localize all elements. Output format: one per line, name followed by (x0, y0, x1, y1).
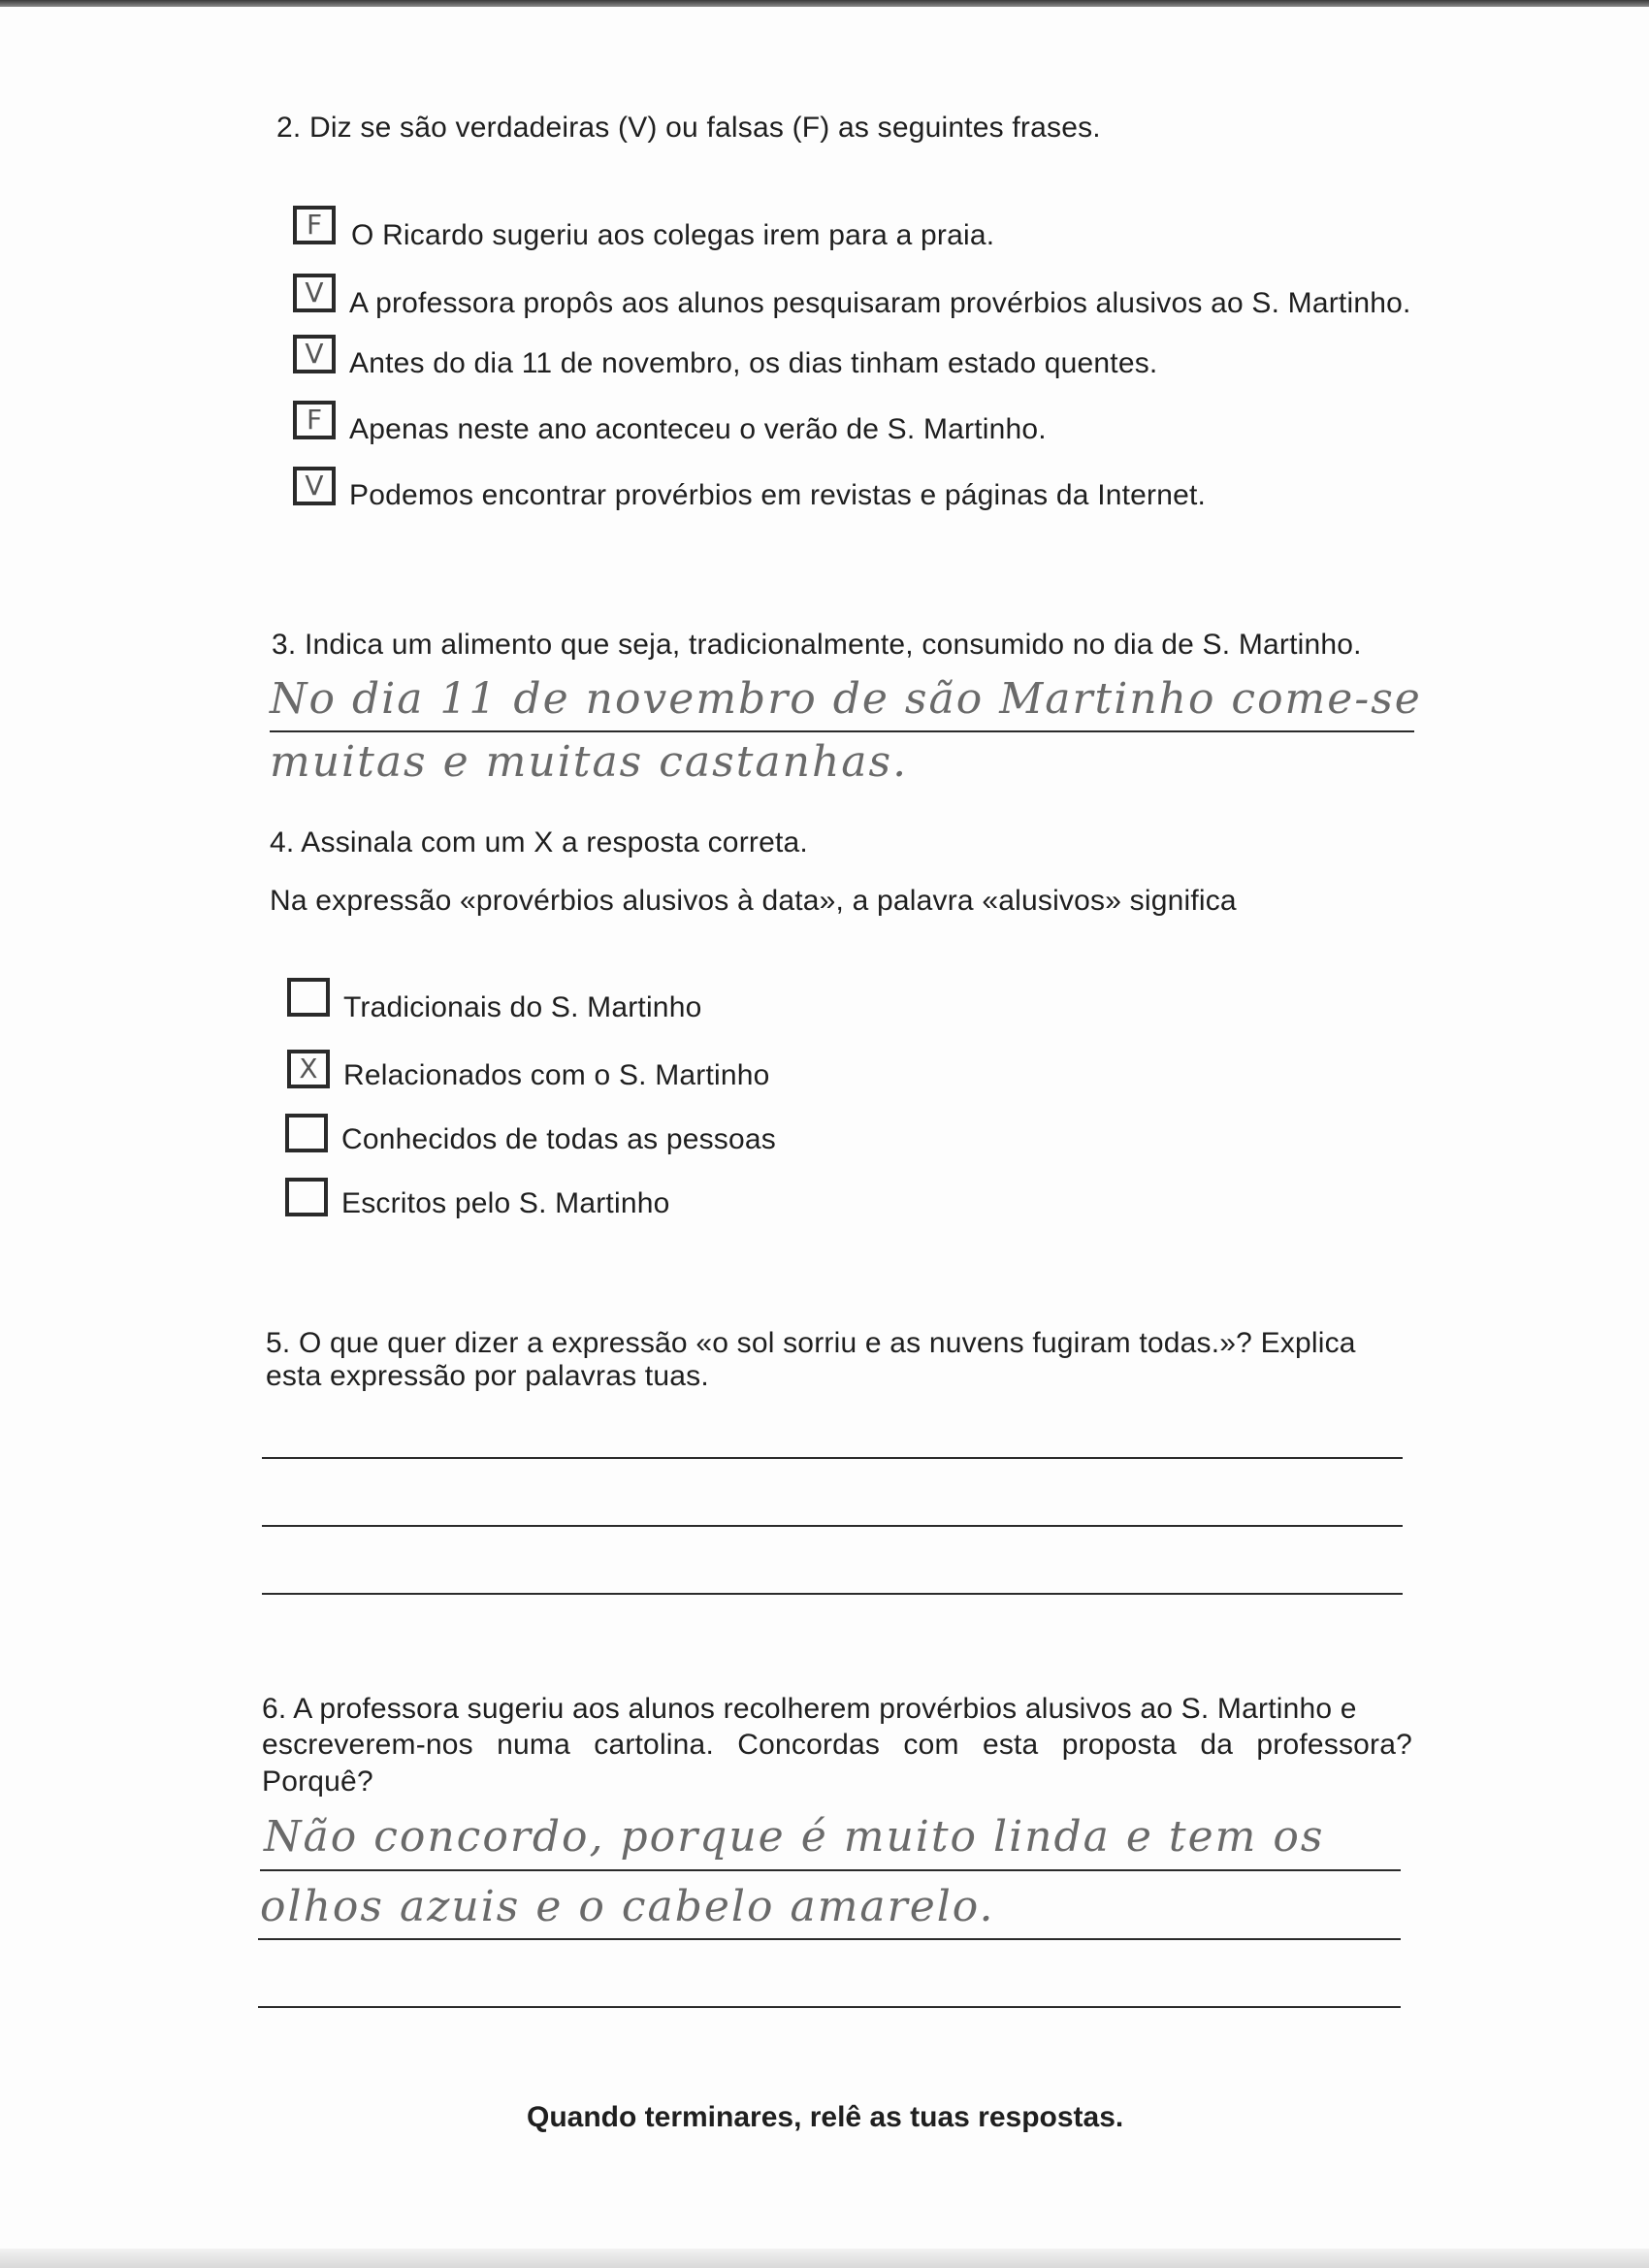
q2-question: 2. Diz se são verdadeiras (V) ou falsas (F) as seguintes frases. (276, 112, 1101, 144)
q3-answer-line2: muitas e muitas castanhas. (270, 737, 909, 787)
q4-mark-3 (289, 1118, 324, 1149)
q2-statement-5: Podemos encontrar provérbios em revistas e páginas da Internet. (349, 479, 1207, 511)
q2-statement-4: Apenas neste ano aconteceu o verão de S. Martinho. (349, 413, 1047, 445)
q4-mark-1 (291, 982, 326, 1013)
q4-mark-2: X (299, 1053, 318, 1085)
q2-mark-5: V (305, 470, 324, 502)
q2-checkbox-3[interactable] (293, 335, 336, 373)
q2-statement-2: A professora propôs aos alunos pesquisaram provérbios alusivos ao S. Martinho. (349, 287, 1411, 319)
q6-answer-rule-2 (258, 1938, 1401, 1940)
q4-mark-4 (289, 1182, 324, 1213)
q4-option-checkbox-4[interactable] (285, 1178, 328, 1216)
q6-answer-rule-1 (260, 1869, 1401, 1871)
q4-option-4: Escritos pelo S. Martinho (341, 1187, 670, 1219)
q5-answer-line-3[interactable] (262, 1593, 1403, 1595)
scan-bottom-edge (0, 2249, 1649, 2268)
q2-checkbox-1[interactable] (293, 206, 336, 244)
q2-checkbox-5[interactable] (293, 467, 336, 505)
q2-checkbox-2[interactable] (293, 274, 336, 312)
q2-mark-1: F (306, 209, 323, 241)
q6-question-line1: 6. A professora sugeriu aos alunos recolherem provérbios alusivos ao S. Martinho e (262, 1693, 1357, 1725)
q4-option-1: Tradicionais do S. Martinho (343, 991, 702, 1023)
q2-mark-2: V (305, 276, 324, 308)
q4-option-3: Conhecidos de todas as pessoas (341, 1123, 776, 1155)
q4-option-checkbox-2[interactable] (287, 1050, 330, 1088)
q4-prompt: Na expressão «provérbios alusivos à data», a palavra «alusivos» significa (270, 885, 1237, 917)
q6-answer-line2: olhos azuis e o cabelo amarelo. (260, 1882, 995, 1931)
q6-question-line3: Porquê? (262, 1766, 373, 1798)
scan-top-edge (0, 0, 1649, 7)
q4-question: 4. Assinala com um X a resposta correta. (270, 826, 808, 859)
q3-answer-line1: No dia 11 de novembro de são Martinho come-se (270, 674, 1422, 724)
q6-answer-line1: Não concordo, porque é muito linda e tem os (264, 1812, 1325, 1862)
q5-question-line1: 5. O que quer dizer a expressão «o sol sorriu e as nuvens fugiram todas.»? Explica (266, 1327, 1356, 1359)
q2-mark-3: V (305, 338, 324, 370)
q2-statement-1: O Ricardo sugeriu aos colegas irem para a praia. (351, 219, 995, 251)
q5-question-line2: esta expressão por palavras tuas. (266, 1360, 709, 1392)
q3-question: 3. Indica um alimento que seja, tradicionalmente, consumido no dia de S. Martinho. (272, 629, 1362, 661)
q5-answer-line-2[interactable] (262, 1525, 1403, 1527)
q5-answer-line-1[interactable] (262, 1457, 1403, 1459)
closing-instruction: Quando terminares, relê as tuas respostas. (527, 2101, 1124, 2133)
q4-option-checkbox-3[interactable] (285, 1114, 328, 1152)
q4-option-2: Relacionados com o S. Martinho (343, 1059, 770, 1091)
q6-answer-rule-3[interactable] (258, 2006, 1401, 2008)
q2-checkbox-4[interactable] (293, 401, 336, 439)
q2-mark-4: F (306, 404, 323, 436)
q2-statement-3: Antes do dia 11 de novembro, os dias tinham estado quentes. (349, 347, 1158, 379)
q6-question-line2: escreverem-nos numa cartolina. Concordas com esta proposta da professora? (262, 1729, 1412, 1761)
q4-option-checkbox-1[interactable] (287, 978, 330, 1017)
q3-answer-rule (270, 730, 1414, 732)
